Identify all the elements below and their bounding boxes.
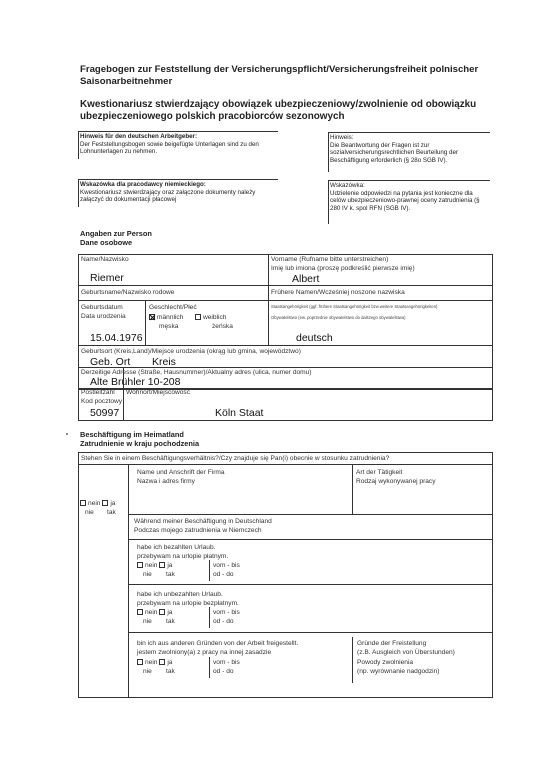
- address-value[interactable]: Alte Brühler 10-208: [90, 376, 181, 388]
- unpaid-leave-vom-bis: vom - bis: [213, 609, 240, 616]
- birthdate-value[interactable]: 15.04.1976: [90, 332, 143, 344]
- activity-label: Art der Tätigkeit: [356, 469, 403, 476]
- birthplace-label: Geburtsort (Kreis,Land)/Miejsce urodzenia (okrąg lub gmina, województwo): [81, 348, 301, 355]
- postal-label-pl: Kod pocztowy: [81, 398, 123, 405]
- released-nein-text: nein: [145, 659, 158, 666]
- gender-male-pl: męska: [159, 323, 179, 330]
- name-label: Name/Nazwisko: [81, 256, 129, 263]
- released-nein-checkbox[interactable]: [137, 659, 143, 665]
- paid-leave-nie: nie: [143, 571, 152, 578]
- released-tak: tak: [166, 668, 175, 675]
- employer-note-pl: [80, 181, 275, 204]
- paid-leave-ja-text: ja: [167, 562, 173, 569]
- employer-note-de-title: Hinweis für den deutschen Arbeitgeber:: [80, 133, 198, 140]
- gender-female-pl: żeńska: [212, 323, 233, 330]
- employer-note-pl-title: Wskazówka dla pracodawcy niemieckiego:: [80, 181, 206, 188]
- paid-leave-od-do: od - do: [213, 571, 234, 578]
- hint-note-de: [330, 134, 485, 164]
- released-options: [137, 659, 172, 667]
- unpaid-leave-tak: tak: [166, 618, 175, 625]
- employment-nein-checkbox[interactable]: [80, 500, 86, 506]
- nationality-label-pl: Obywatelstwo (ew. poprzednie obywatelstwo do dalszego obywatelstwa): [271, 315, 406, 320]
- employer-note-de: [80, 133, 280, 156]
- birthname-label: Geburtsname/Nazwisko rodowe: [81, 289, 175, 296]
- person-section-title-pl: Dane osobowe: [80, 238, 133, 247]
- city-value[interactable]: Köln Staat: [215, 407, 264, 419]
- gender-label: Geschlecht/Płeć: [149, 304, 197, 311]
- released-od-do: od - do: [213, 668, 234, 675]
- reasons-label-2: (z.B. Ausgleich von Überstunden): [357, 649, 455, 656]
- hint-note-pl: [330, 182, 485, 212]
- firstname-label: Vorname (Rufname bitte unterstreichen): [271, 256, 389, 263]
- during-label-pl: Podczas mojego zatrudnienia w Niemczech: [134, 527, 262, 534]
- unpaid-leave-nein-checkbox[interactable]: [137, 609, 143, 615]
- employment-tak-text: tak: [107, 509, 116, 516]
- released-ja-text: ja: [167, 659, 173, 666]
- reasons-label: Gründe der Freistellung: [357, 640, 427, 647]
- paid-leave-vom-bis: vom - bis: [213, 562, 240, 569]
- employment-section-title-de: Beschäftigung im Heimatland: [80, 430, 184, 439]
- hint-note-pl-text: Udzielenie odpowiedzi na pytania jest konieczne dla celów ubezpieczeniowo-prawnej oceny zatrudnienia (§ 280 IV k. spol RFN (SGB IV).: [330, 189, 480, 212]
- unpaid-leave-od-do: od - do: [213, 618, 234, 625]
- paid-leave-nein-checkbox[interactable]: [137, 562, 143, 568]
- gender-female-checkbox[interactable]: [195, 314, 201, 320]
- unpaid-leave-label-pl: przebywam na urlopie bezpłatnym.: [137, 600, 239, 607]
- employer-note-de-text: Der Feststellungsbogen sowie beigefügte Unterlagen sind zu den Lohnunterlagen zu nehmen.: [80, 140, 259, 156]
- paid-leave-options: [137, 562, 172, 570]
- gender-female-text: weiblich: [203, 314, 227, 321]
- postal-value[interactable]: 50997: [90, 407, 120, 419]
- employment-status-options: [80, 500, 115, 508]
- gender-male-text: männlich: [157, 314, 184, 321]
- paid-leave-ja-checkbox[interactable]: [159, 562, 165, 568]
- person-section-title-de: Angaben zur Person: [80, 229, 152, 238]
- unpaid-leave-nein-text: nein: [145, 609, 158, 616]
- released-label-pl: jestem zwolniony(a) z pracy na innej zasadzie: [137, 649, 272, 656]
- unpaid-leave-nie: nie: [143, 618, 152, 625]
- gender-female-option[interactable]: [195, 314, 226, 322]
- hint-note-de-title: Hinweis:: [330, 134, 354, 141]
- postal-label: Postleitzahl: [81, 389, 115, 396]
- gender-male-option[interactable]: [149, 314, 183, 322]
- employment-ja-text: ja: [110, 500, 116, 507]
- birthplace-value-place[interactable]: Geb. Ort: [90, 356, 131, 368]
- paid-leave-nein-text: nein: [145, 562, 158, 569]
- birthdate-label-pl: Data urodzenia: [81, 313, 126, 320]
- unpaid-leave-ja-checkbox[interactable]: [159, 609, 165, 615]
- firstname-value[interactable]: Albert: [292, 273, 320, 285]
- employment-nie-text: nie: [85, 509, 94, 516]
- address-label: Derzeitige Adresse (Straße, Hausnummer)/Aktualny adres (ulica, numer domu): [81, 369, 312, 376]
- paid-leave-label: habe ich bezahlten Urlaub.: [137, 544, 216, 551]
- paid-leave-label-pl: przebywam na urlopie płatnym.: [137, 553, 229, 560]
- form-title-german: Fragebogen zur Feststellung der Versicherungspflicht/Versicherungsfreiheit polnischer Saisonarbeitnehmer: [80, 64, 479, 87]
- released-nie: nie: [143, 668, 152, 675]
- unpaid-leave-label: habe ich unbezahlten Urlaub.: [137, 591, 223, 598]
- during-label: Während meiner Beschäftigung in Deutschland: [134, 518, 272, 525]
- firstname-label-pl: Imię lub imiona (proszę podkreślić pierwsze imię): [271, 265, 415, 272]
- city-label: Wohnort/Miejscowość: [126, 389, 191, 396]
- company-label: Name und Anschrift der Firma: [137, 469, 225, 476]
- released-vom-bis: vom - bis: [213, 659, 240, 666]
- released-ja-checkbox[interactable]: [159, 659, 165, 665]
- unpaid-leave-ja-text: ja: [167, 609, 173, 616]
- released-label: bin ich aus anderen Gründen von der Arbeit freigestellt.: [137, 640, 299, 647]
- hint-note-de-text: Die Beantwortung der Fragen ist zur sozialversicherungsrechtlichen Beurteilung der Beschäftigung erforderlich (§ 28o SGB IV).: [330, 141, 458, 164]
- company-label-pl: Nazwa i adres firmy: [137, 478, 195, 485]
- employment-question: Stehen Sie in einem Beschäftigungsverhältnis?/Czy znajduje się Pan(i) obecnie w stosunku zatrudnienia?: [81, 455, 390, 462]
- employer-note-pl-text: Kwestionariusz stwierdzający oraz załączone dokumenty należy załączyć do dokumentacji płacowej: [80, 188, 256, 204]
- unpaid-leave-options: [137, 609, 172, 617]
- employment-nein-text: nein: [88, 500, 101, 507]
- employment-ja-checkbox[interactable]: [102, 500, 108, 506]
- nationality-value[interactable]: deutsch: [296, 332, 333, 344]
- reasons-label-pl-2: (np. wyrównanie nadgodzin): [357, 668, 440, 675]
- former-names-label: Frühere Namen/Wcześniej noszone nazwiska: [271, 289, 405, 296]
- employment-section-title-pl: Zatrudnienie w kraju pochodzenia: [80, 439, 200, 448]
- form-title-polish: Kwestionariusz stwierdzający obowiązek ubezpieczeniowy/zwolnienie od obowiązku ubezpieczeniowego polskich pracobiorców sezonowych: [80, 99, 477, 122]
- name-value[interactable]: Riemer: [90, 272, 124, 284]
- gender-male-checkbox[interactable]: [149, 314, 155, 320]
- paid-leave-tak: tak: [166, 571, 175, 578]
- activity-label-pl: Rodzaj wykonywanej pracy: [356, 478, 436, 485]
- nationality-label: Staatsangehörigkeit (ggf. frühere Staatsangehörigkeit bzw.weitere Staatsangehörigkeiten): [271, 304, 438, 309]
- reasons-label-pl: Powody zwolnienia: [357, 659, 414, 666]
- hint-note-pl-title: Wskazówka:: [330, 182, 365, 189]
- birthplace-value-district[interactable]: Kreis: [152, 356, 176, 368]
- birthdate-label: Geburtsdatum: [81, 304, 123, 311]
